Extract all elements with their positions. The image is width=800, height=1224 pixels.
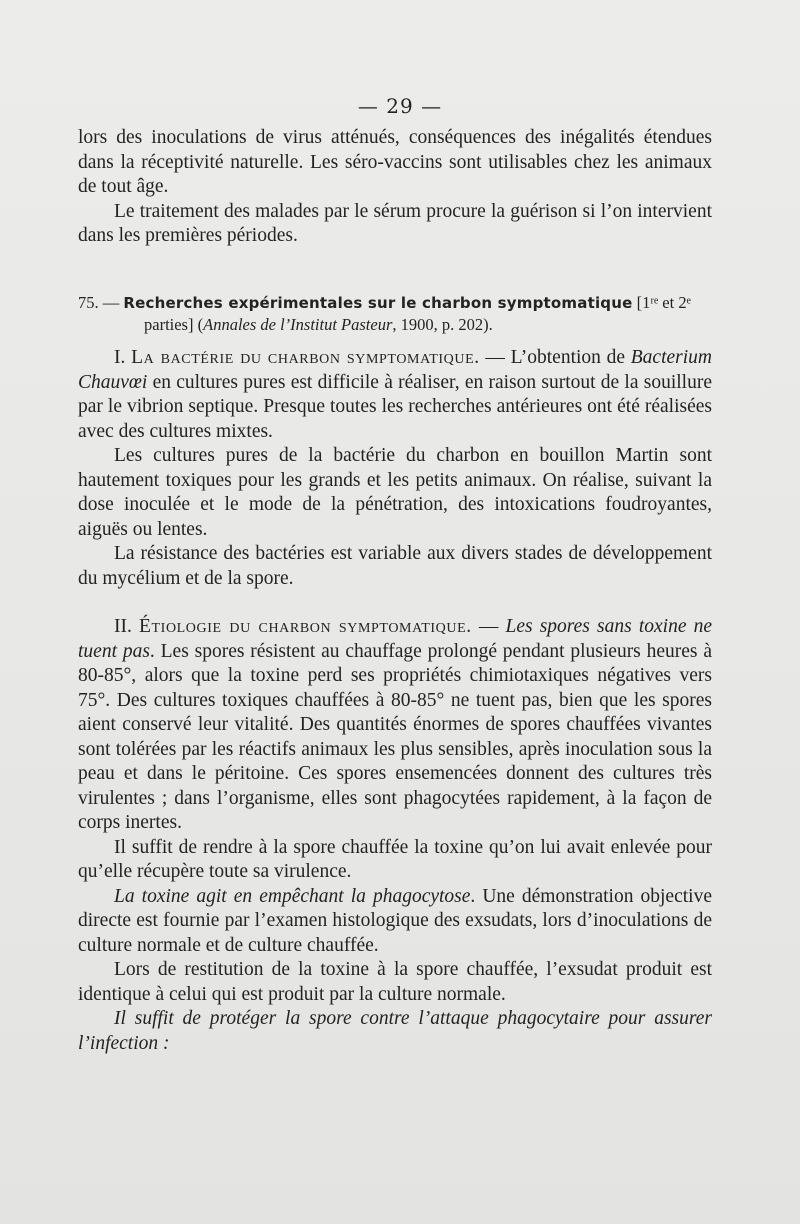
paragraph: [78, 885, 712, 959]
section-1: [78, 346, 712, 591]
italic-lead: La toxine agit en empêchant la phagocytose: [114, 885, 471, 907]
paragraph: Le traitement des malades par le sérum procure la guérison si l’on intervient dans les premières périodes.: [78, 200, 712, 246]
paragraph: Il suffit de protéger la spore contre l’attaque phagocytaire pour assurer l’infection :: [78, 1008, 712, 1054]
reference-text: parties] (: [144, 315, 204, 334]
reference-title: Recherches expérimentales sur le charbon symptomatique: [123, 294, 633, 312]
paragraph: Il suffit de rendre à la spore chauffée la toxine qu’on lui avait enlevée pour qu’elle récupère toute sa virulence.: [78, 836, 712, 882]
species-name: Bacterium Chauvœi: [78, 347, 712, 393]
paragraph: La résistance des bactéries est variable aux divers stades de développement du mycélium et de la spore.: [78, 543, 712, 589]
paragraph: [78, 615, 712, 836]
section-numeral: I.: [114, 347, 126, 368]
paragraph: Lors de restitution de la toxine à la spore chauffée, l’exsudat produit est identique à celui qui est produit par la culture normale.: [78, 959, 712, 1005]
bibliographic-reference: [78, 292, 712, 335]
section-heading: Étiologie du charbon symptomatique.: [139, 616, 472, 637]
reference-line: [78, 314, 712, 335]
section-2: [78, 615, 712, 1056]
reference-parts: [1ʳᵉ et 2ᵉ: [632, 293, 691, 312]
page-number: — 29 —: [357, 94, 443, 118]
paragraph-text: en cultures pures est difficile à réaliser, en raison surtout de la souillure par le vibrion septique. Presque toutes les recherches antérieures ont été réalisées avec des cultures mixtes.: [78, 371, 712, 442]
reference-text: , 1900, p. 202).: [392, 315, 493, 334]
reference-number: 75. —: [78, 293, 120, 312]
paragraph: lors des inoculations de virus atténués, conséquences des inégalités étendues dans la réceptivité naturelle. Les séro-vaccins sont utilisables chez les animaux de tout âge.: [78, 127, 712, 197]
paragraph: [78, 346, 712, 444]
journal-name: Annales de l’Institut Pasteur: [203, 315, 393, 334]
section-heading: La bactérie du charbon symptomatique.: [131, 347, 480, 368]
section-numeral: II.: [114, 616, 132, 637]
paragraph: Les cultures pures de la bactérie du charbon en bouillon Martin sont hautement toxiques pour les grands et les petits animaux. On réalise, suivant la dose inoculée et le mode de la pénétration, des intoxications foudroyantes, aiguës ou lentes.: [78, 445, 712, 540]
paragraph-text: . Les spores résistent au chauffage prolongé pendant plusieurs heures à 80-85°, alors que la toxine perd ses propriétés chimiotaxiques négatives vers 75°. Des cultures toxiques chauffées à 80-85° ne tuent pas, bien que les spores aient conservé leur vitalité. Des quantités énormes de spores chauffées vivantes sont tolérées par les réactifs animaux les plus sensibles, après inoculation sous la peau et dans le péritoine. Ces spores ensemencées donnent des cultures très virulentes ; dans l’organisme, elles sont phagocytées rapidement, à la façon de corps inertes.: [78, 640, 712, 833]
paragraph-text: . Une démonstration objective directe est fournie par l’examen histologique des exsudats, lors d’inoculations de culture normale et de culture chauffée.: [78, 885, 712, 956]
paragraph-text: — L’obtention de: [479, 347, 631, 368]
opening-text: [78, 126, 712, 249]
italic-lead: Les spores sans toxine ne tuent pas: [78, 616, 713, 662]
paragraph-text: —: [471, 616, 506, 637]
reference-line: [78, 292, 712, 314]
